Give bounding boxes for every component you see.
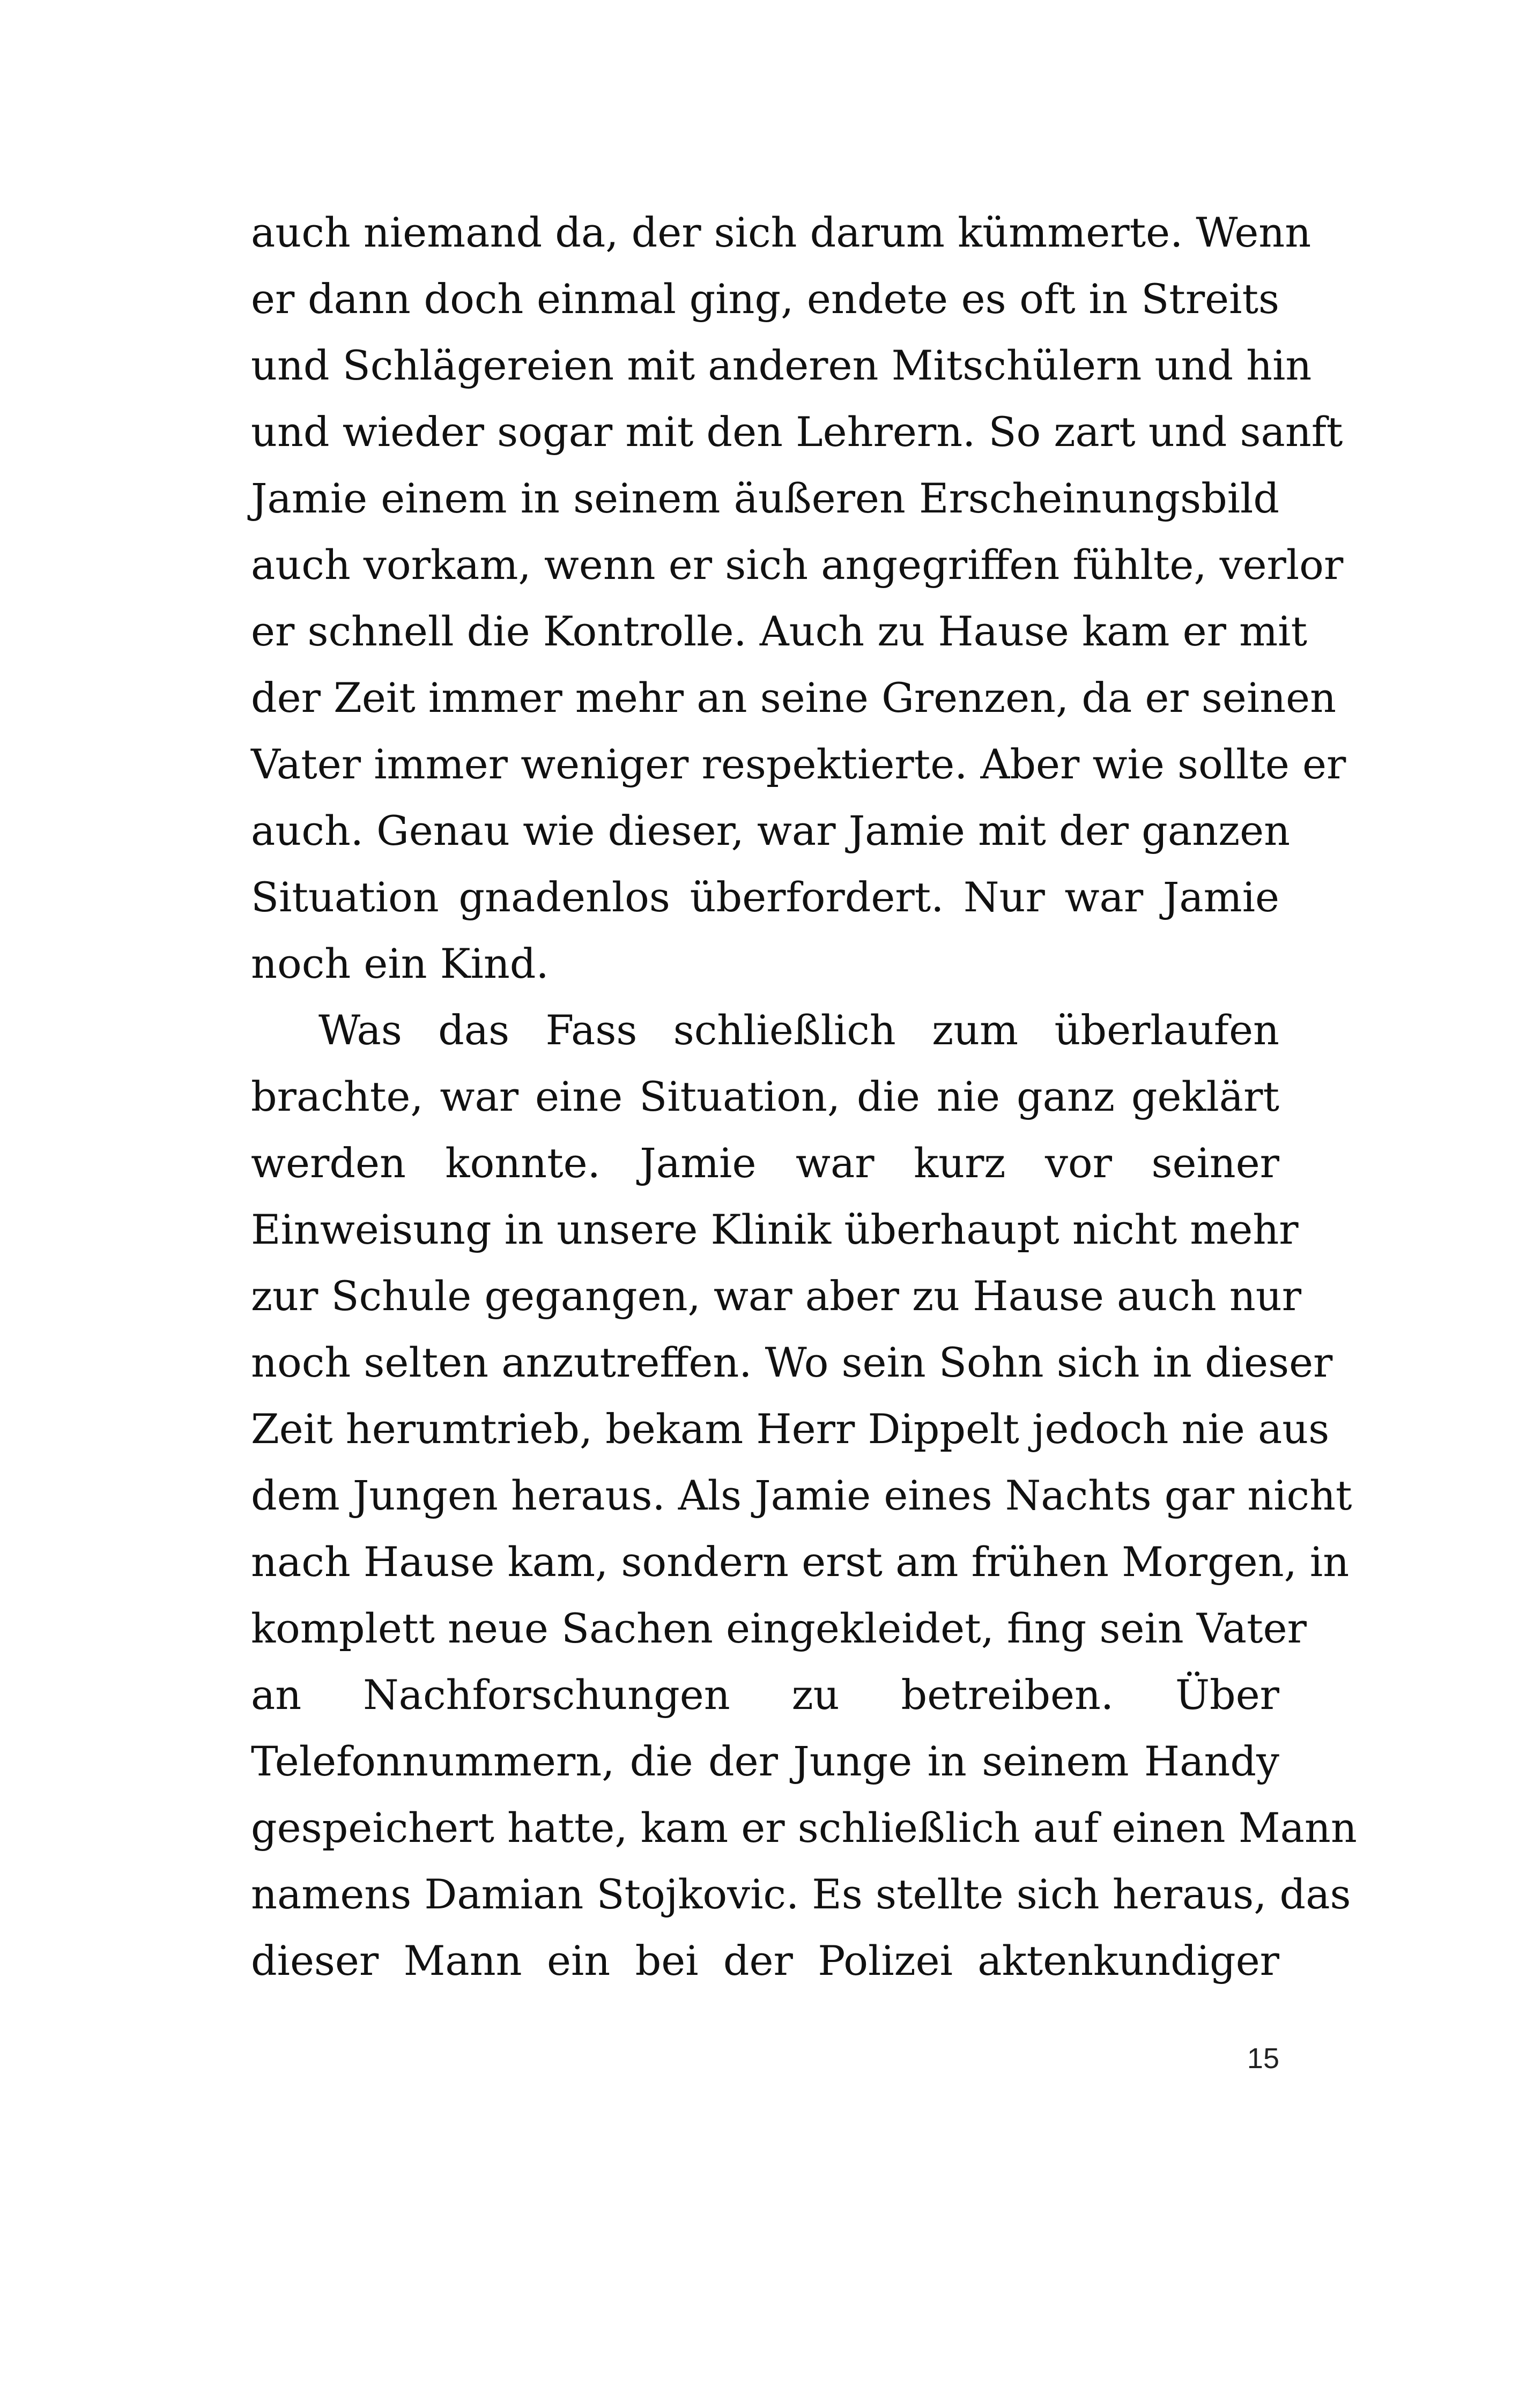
text-line: Zeit herumtrieb, bekam Herr Dippelt jedoch nie aus [251,1405,1330,1453]
text-line: auch vorkam, wenn er sich angegriffen fühlte, verlor [251,541,1344,589]
text-line: der Zeit immer mehr an seine Grenzen, da er seinen [251,674,1337,722]
text-line: komplett neue Sachen eingekleidet, fing sein Vater [251,1604,1307,1652]
text-line: er schnell die Kontrolle. Auch zu Hause kam er mit [251,607,1308,655]
body-text [251,199,1357,1994]
text-line: Einweisung in unsere Klinik überhaupt nicht mehr [251,1206,1299,1253]
text-line: Was das Fass schließlich zum überlaufen [318,1006,1279,1054]
text-line: Telefonnummern, die der Junge in seinem Handy [251,1737,1279,1785]
paragraph-1 [251,199,1346,997]
text-line: noch ein Kind. [251,940,549,987]
text-line: Situation gnadenlos überfordert. Nur war Jamie [251,873,1279,921]
text-line: dem Jungen heraus. Als Jamie eines Nachts gar nicht [251,1471,1352,1519]
text-line: Jamie einem in seinem äußeren Erscheinungsbild [251,474,1279,522]
text-line: auch niemand da, der sich darum kümmerte. Wenn [251,209,1311,256]
text-line: auch. Genau wie dieser, war Jamie mit der ganzen [251,807,1291,854]
text-line: gespeichert hatte, kam er schließlich auf einen Mann [251,1804,1357,1852]
text-line: Vater immer weniger respektierte. Aber wie sollte er [251,740,1346,788]
text-line: namens Damian Stojkovic. Es stellte sich heraus, das [251,1870,1351,1918]
paragraph-2 [251,997,1357,1994]
text-line: und wieder sogar mit den Lehrern. So zart und sanft [251,408,1343,456]
text-line: werden konnte. Jamie war kurz vor seiner [251,1139,1279,1187]
text-line: an Nachforschungen zu betreiben. Über [251,1671,1279,1719]
text-line: und Schlägereien mit anderen Mitschülern und hin [251,341,1312,389]
page-number: 15 [1247,2042,1279,2075]
text-line: er dann doch einmal ging, endete es oft in Streits [251,275,1279,323]
text-line: zur Schule gegangen, war aber zu Hause auch nur [251,1272,1302,1320]
text-line: dieser Mann ein bei der Polizei aktenkundiger [251,1937,1279,1985]
text-line: brachte, war eine Situation, die nie ganz geklärt [251,1073,1279,1120]
text-line: nach Hause kam, sondern erst am frühen Morgen, in [251,1538,1350,1586]
text-line: noch selten anzutreffen. Wo sein Sohn sich in dieser [251,1339,1333,1386]
